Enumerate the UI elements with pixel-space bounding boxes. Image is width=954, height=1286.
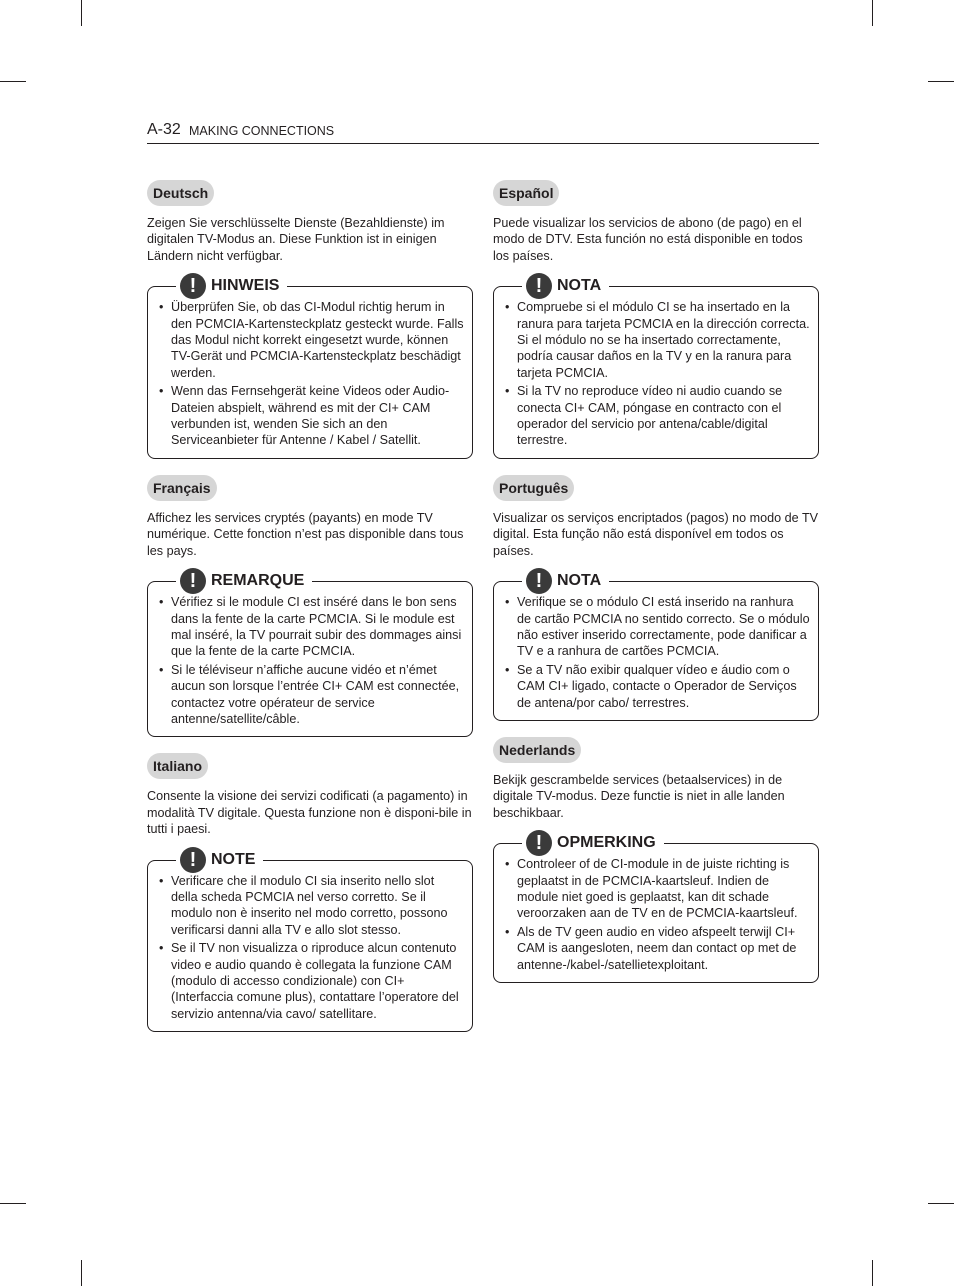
language-section-es (493, 180, 819, 459)
page-number: A-32 (147, 121, 181, 138)
note-item: • Verificare che il modulo CI sia inserito nello slot della scheda PCMCIA nel verso corretto. Se il modulo non è inserito nel modo corretto, possono verificarsi danni alla TV e allo slot stesso. (158, 873, 464, 939)
note-list (158, 873, 464, 1023)
crop-mark (81, 1260, 82, 1286)
note-title: REMARQUE (211, 572, 305, 590)
note-header (176, 568, 312, 594)
intro-text: Consente la visione dei servizi codificati (a pagamento) in modalità TV digitale. Questa funzione non è disponi-bile in tutti i paesi. (147, 789, 472, 837)
crop-mark (928, 81, 954, 82)
language-label: Deutsch (147, 180, 214, 206)
note-title: HINWEIS (211, 277, 280, 295)
exclamation-icon: ! (526, 830, 552, 856)
note-list (504, 299, 810, 449)
note-box (147, 275, 473, 459)
note-list (504, 856, 810, 973)
crop-mark (872, 0, 873, 26)
intro-text: Visualizar os serviços encriptados (pagos) no modo de TV digital. Esta função não está disponível em todos os países. (493, 510, 819, 558)
note-item: • Compruebe si el módulo CI se ha insertado en la ranura para tarjeta PCMCIA en la dirección correcta. Si el módulo no se ha insertado correctamente, podría causar daños en la TV y en la ranura para tarjeta PCMCIA. (504, 299, 810, 381)
page-header (147, 121, 819, 144)
intro-text: Zeigen Sie verschlüsselte Dienste (Bezahldienste) im digitalen TV-Modus an. Diese Funktion ist in einigen Ländern nicht verfügbar. (147, 216, 445, 263)
exclamation-icon: ! (526, 568, 552, 594)
language-section-fr (147, 475, 473, 737)
note-item: • Vérifiez si le module CI est inséré dans le bon sens dans la fente de la carte PCMCIA. Si le module est mal inséré, la TV pourrait subir des dommages ainsi que la fente de la carte PCMCIA. (158, 594, 464, 660)
note-header (522, 568, 609, 594)
note-header (176, 847, 263, 873)
section-title: MAKING CONNECTIONS (189, 124, 335, 138)
note-item: • Als de TV geen audio en video afspeelt terwijl CI+ CAM is aangesloten, neem dan contact op met de antenne-/kabel-/satellietexploitant. (504, 924, 810, 973)
note-box (147, 848, 473, 1033)
note-item: • Verifique se o módulo CI está inserido na ranhura de cartão PCMCIA no sentido correcto. Se o módulo não estiver inserido correctamente, pode danificar a TV e a ranhura de cartões PCMCIA. (504, 594, 810, 660)
note-title: NOTA (557, 572, 602, 590)
exclamation-icon: ! (526, 273, 552, 299)
note-item: • Überprüfen Sie, ob das CI-Modul richtig herum in den PCMCIA-Kartensteckplatz gesteckt wurde. Falls das Modul nicht korrekt eingesetzt wurde, können TV-Gerät und PCMCIA-Kartensteckplatz beschädigt werden. (158, 299, 464, 381)
intro-text: Affichez les services cryptés (payants) en mode TV numérique. Cette fonction n’est pas disponible dans tous les pays. (147, 510, 464, 558)
note-header (176, 273, 287, 299)
note-item: • Si la TV no reproduce vídeo ni audio cuando se conecta CI+ CAM, póngase en contracto con el operador del servicio por antena/cable/digital terrestre. (504, 383, 810, 449)
language-section-de (147, 180, 473, 459)
intro-text: Bekijk gescrambelde services (betaalservices) in de digitale TV-modus. Deze functie is niet in alle landen beschikbaar. (493, 772, 785, 820)
language-section-pt (493, 475, 819, 721)
language-section-it (147, 753, 473, 1032)
crop-mark (81, 0, 82, 26)
crop-mark (0, 81, 26, 82)
note-item: • Wenn das Fernsehgerät keine Videos oder Audio-Dateien abspielt, während es mit der CI+ CAM verbunden ist, wenden Sie sich an den Serviceanbieter für Antenne / Kabel / Satellit. (158, 383, 464, 449)
intro-text: Puede visualizar los servicios de abono (de pago) en el modo de DTV. Esta función no está disponible en todos los países. (493, 216, 803, 263)
exclamation-icon: ! (180, 273, 206, 299)
crop-mark (928, 1203, 954, 1204)
note-list (158, 594, 464, 727)
left-column (147, 180, 473, 1048)
exclamation-icon: ! (180, 568, 206, 594)
note-item: • Si le téléviseur n’affiche aucune vidéo et n’émet aucun son lorsque l’entrée CI+ CAM est connectée, contactez votre opérateur de service antenne/satellite/câble. (158, 662, 464, 728)
language-label: Italiano (147, 753, 208, 779)
language-label: Nederlands (493, 737, 581, 763)
right-column (493, 180, 819, 999)
note-list (504, 594, 810, 711)
note-item: • Se a TV não exibir qualquer vídeo e áudio com o CAM CI+ ligado, contacte o Operador de Serviços de antena/por cabo/ terrestres. (504, 662, 810, 711)
note-box (493, 275, 819, 459)
note-box (493, 832, 819, 983)
note-box (147, 570, 473, 737)
exclamation-icon: ! (180, 847, 206, 873)
note-title: NOTE (211, 850, 256, 868)
crop-mark (0, 1203, 26, 1204)
note-item: • Se il TV non visualizza o riproduce alcun contenuto video e audio quando è collegata la funzione CAM (modulo di accesso condizionale) con CI+ (Interfaccia comune plus), contattare l’operatore del servizio antenna/via cavo/ satellitare. (158, 940, 464, 1022)
language-label: Português (493, 475, 574, 501)
note-header (522, 273, 609, 299)
note-header (522, 830, 664, 856)
crop-mark (872, 1260, 873, 1286)
language-label: Français (147, 475, 217, 501)
note-title: OPMERKING (557, 834, 656, 852)
language-label: Español (493, 180, 559, 206)
note-list (158, 299, 464, 449)
note-title: NOTA (557, 277, 602, 295)
note-item: • Controleer of de CI-module in de juiste richting is geplaatst in de PCMCIA-kaartsleuf. Indien de module niet goed is geplaatst, kan dit schade veroorzaken aan de TV en de PCMCIA-kaartsleuf. (504, 856, 810, 922)
note-box (493, 570, 819, 721)
language-section-nl (493, 737, 819, 983)
